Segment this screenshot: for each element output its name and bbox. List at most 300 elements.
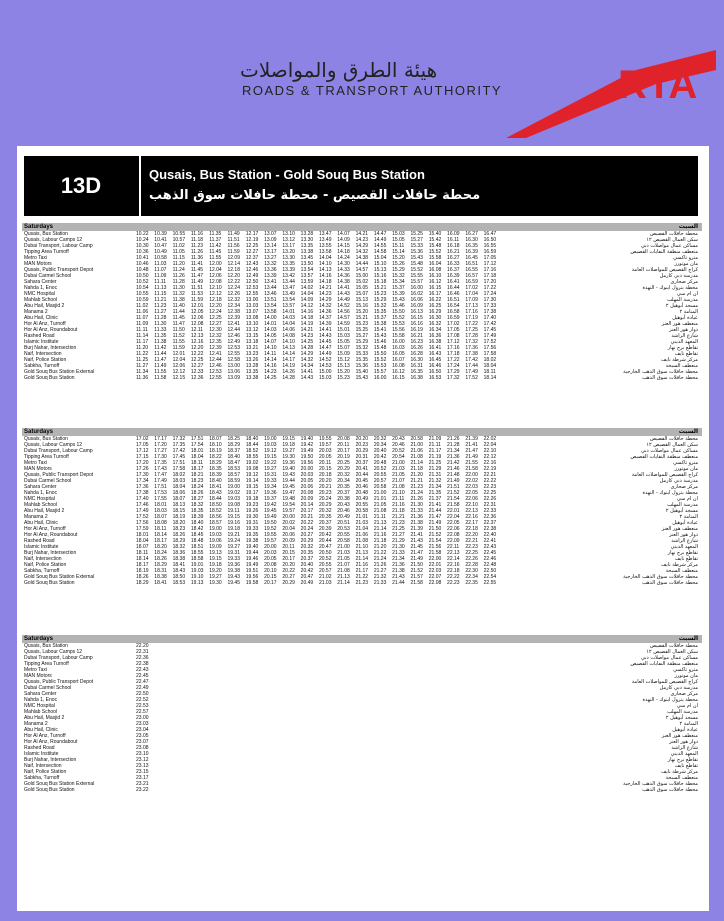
departure-time: 21.10: [392, 490, 405, 496]
departure-time: 18.40: [190, 520, 204, 526]
stop-name-arabic: منعطف هور العنز: [661, 321, 698, 327]
departure-time: 19.38: [245, 538, 259, 544]
departure-time: 18.56: [209, 514, 222, 520]
departure-time: 19.44: [282, 478, 295, 484]
stop-name-arabic: محطة بترول اينوك - النهدة: [642, 697, 698, 703]
departure-time: 18.22: [209, 454, 222, 460]
departure-time: 21.52: [447, 490, 460, 496]
departure-time: 21.51: [447, 484, 460, 490]
departure-time: 13.49: [282, 291, 295, 297]
departure-time: 13.55: [318, 243, 332, 249]
departure-time: 21.54: [447, 496, 460, 502]
departure-time: 21.32: [428, 478, 442, 484]
departure-time: 11.51: [227, 237, 240, 243]
stop-name-arabic: كراج القصيص للمواصلات العامة: [631, 472, 698, 478]
departure-time: 19.22: [264, 460, 277, 466]
departure-time: 16.32: [428, 321, 442, 327]
departure-time: 20.58: [355, 508, 369, 514]
departure-time: 21.01: [373, 496, 387, 502]
departure-time: 22.19: [483, 466, 497, 472]
timetable-section-2: [22, 428, 702, 586]
departure-time: 16.25: [428, 303, 442, 309]
stop-name: Sabkha, Turnoff: [24, 568, 60, 574]
departure-time: 18.26: [172, 532, 186, 538]
departure-time: 19.15: [264, 454, 277, 460]
departure-time: 18.29: [172, 538, 186, 544]
departure-time: 18.57: [209, 520, 222, 526]
departure-time: 20.29: [337, 466, 350, 472]
departure-time: 22.57: [136, 709, 149, 715]
departure-time: 20.23: [318, 490, 332, 496]
departure-time: 22.22: [483, 478, 497, 484]
departure-time: 19.45: [282, 484, 295, 490]
departure-time: 20.21: [318, 484, 332, 490]
departure-time: 15.37: [373, 315, 387, 321]
stop-name-arabic: محطة حافلات القصيص: [650, 436, 698, 442]
departure-time: 15.13: [373, 267, 387, 273]
departure-time: 21.27: [373, 568, 387, 574]
departure-time: 22.26: [465, 556, 478, 562]
departure-time: 13.14: [264, 243, 277, 249]
departure-time: 20.37: [355, 460, 369, 466]
departure-time: 21.58: [428, 550, 442, 556]
stop-name: Naif, Intersection: [24, 763, 62, 769]
departure-time: 15.16: [355, 303, 369, 309]
departure-time: 16.09: [447, 231, 460, 237]
departure-time: 22.26: [483, 496, 497, 502]
departure-time: 15.33: [355, 351, 369, 357]
departure-time: 15.53: [373, 363, 387, 369]
departure-time: 16.00: [373, 375, 387, 381]
departure-time: 15.33: [410, 243, 423, 249]
departure-time: 16.09: [410, 303, 423, 309]
departure-time: 13.30: [300, 237, 314, 243]
departure-time: 20.09: [300, 496, 314, 502]
departure-time: 13.00: [245, 297, 259, 303]
departure-time: 19.36: [264, 490, 277, 496]
departure-time: 17.40: [136, 496, 149, 502]
departure-time: 16.59: [483, 249, 497, 255]
departure-time: 21.44: [392, 580, 405, 586]
departure-time: 22.14: [447, 556, 460, 562]
departure-time: 14.56: [337, 309, 350, 315]
departure-time: 14.26: [282, 369, 295, 375]
departure-time: 13.17: [264, 249, 277, 255]
stop-name: Nahda 1, Enoc: [24, 285, 58, 291]
departure-time: 20.15: [282, 550, 295, 556]
stop-name-arabic: محطة حافلات سوق الذهب الخارجية: [623, 369, 698, 375]
departure-time: 11.11: [136, 327, 148, 333]
departure-time: 14.07: [264, 339, 277, 345]
stop-name: Tipping Area Turnoff: [24, 661, 69, 667]
departure-time: 13.54: [282, 297, 295, 303]
departure-time: 21.06: [410, 448, 423, 454]
stop-name: Naif, Police Station: [24, 562, 67, 568]
stop-name: Metro Taxi: [24, 460, 47, 466]
stop-name: Naif, Intersection: [24, 351, 62, 357]
header: [0, 0, 724, 143]
stop-name-arabic: ان ام سي: [676, 496, 698, 502]
stop-name-arabic: مدرسة المهلب: [667, 709, 698, 715]
departure-time: 22.36: [136, 655, 149, 661]
departure-time: 19.30: [245, 514, 259, 520]
departure-time: 18.32: [190, 502, 204, 508]
departure-time: 20.24: [300, 526, 314, 532]
departure-time: 22.55: [483, 580, 497, 586]
departure-time: 14.23: [264, 369, 277, 375]
departure-time: 17.59: [136, 526, 149, 532]
departure-time: 22.17: [465, 520, 478, 526]
departure-time: 15.57: [373, 369, 387, 375]
departure-time: 14.10: [318, 261, 332, 267]
departure-time: 18.44: [209, 496, 222, 502]
stop-name: Gold Souq Bus Station: [24, 375, 75, 381]
departure-time: 22.16: [447, 562, 460, 568]
departure-time: 19.57: [318, 442, 332, 448]
departure-time: 20.42: [373, 454, 387, 460]
departure-time: 22.21: [465, 538, 478, 544]
departure-time: 22.21: [483, 472, 497, 478]
departure-time: 18.42: [190, 526, 204, 532]
stop-name: Mahlab School: [24, 297, 58, 303]
departure-time: 11.47: [190, 273, 204, 279]
section-label: Saturdays: [24, 636, 54, 642]
departure-time: 11.26: [190, 249, 204, 255]
departure-time: 22.38: [136, 661, 149, 667]
departure-time: 20.15: [264, 574, 277, 580]
departure-time: 13.23: [245, 351, 259, 357]
departure-time: 21.22: [373, 550, 387, 556]
departure-time: 14.58: [373, 249, 387, 255]
departure-time: 19.20: [209, 568, 222, 574]
departure-time: 19.48: [282, 496, 295, 502]
departure-time: 22.01: [428, 562, 442, 568]
departure-time: 14.06: [282, 327, 295, 333]
departure-time: 21.56: [428, 544, 442, 550]
departure-time: 12.46: [245, 267, 259, 273]
departure-time: 21.05: [337, 556, 350, 562]
departure-time: 20.39: [318, 526, 332, 532]
departure-time: 22.04: [483, 442, 497, 448]
route-number: 13D: [60, 173, 102, 198]
departure-time: 15.32: [355, 345, 369, 351]
departure-time: 20.40: [373, 448, 387, 454]
departure-time: 14.57: [355, 267, 369, 273]
departure-time: 17.12: [447, 339, 460, 345]
departure-time: 21.02: [318, 574, 332, 580]
departure-time: 18.29: [154, 562, 167, 568]
stop-name-arabic: منعطف السبخة: [665, 775, 698, 781]
departure-time: 12.15: [172, 375, 186, 381]
departure-time: 15.23: [355, 321, 369, 327]
departure-time: 22.30: [465, 568, 478, 574]
departure-time: 22.40: [483, 532, 497, 538]
stop-name: Qusais, Public Transport Depot: [24, 472, 94, 478]
departure-time: 17.43: [154, 466, 167, 472]
departure-time: 15.52: [392, 315, 405, 321]
departure-time: 19.15: [245, 484, 259, 490]
stop-name-arabic: محطة حافلات سوق الذهب: [642, 787, 698, 793]
departure-time: 19.17: [245, 490, 259, 496]
departure-time: 14.01: [282, 309, 295, 315]
departure-time: 20.55: [373, 472, 387, 478]
departure-time: 21.52: [410, 568, 423, 574]
departure-time: 16.54: [447, 303, 460, 309]
departure-time: 15.01: [337, 327, 350, 333]
departure-time: 14.01: [264, 321, 277, 327]
departure-time: 17.47: [154, 472, 167, 478]
stop-name-arabic: مركز صحارى: [670, 691, 698, 697]
departure-time: 15.00: [355, 273, 369, 279]
departure-time: 15.04: [373, 255, 387, 261]
stop-name: Sabkha, Turnoff: [24, 363, 60, 369]
departure-time: 13.58: [318, 249, 332, 255]
departure-time: 20.52: [392, 448, 405, 454]
stop-name-arabic: سكن العمال القصيص ١٢: [646, 442, 698, 448]
departure-time: 15.20: [355, 309, 369, 315]
departure-time: 18.01: [190, 448, 204, 454]
departure-time: 13.30: [282, 255, 295, 261]
departure-time: 15.29: [392, 267, 405, 273]
departure-time: 15.56: [392, 327, 405, 333]
departure-time: 22.12: [483, 454, 497, 460]
departure-time: 21.42: [447, 460, 460, 466]
timetable-sheet: [17, 146, 709, 911]
departure-time: 11.24: [172, 267, 185, 273]
departure-time: 15.36: [355, 363, 369, 369]
stop-name-arabic: شارع الراشد: [671, 333, 698, 339]
departure-time: 10.46: [136, 261, 149, 267]
departure-time: 16.35: [410, 369, 423, 375]
departure-time: 20.24: [318, 496, 332, 502]
departure-time: 21.06: [355, 532, 369, 538]
departure-time: 22.18: [465, 526, 478, 532]
departure-time: 10.30: [136, 243, 149, 249]
departure-time: 11.25: [136, 357, 149, 363]
departure-time: 21.33: [373, 580, 387, 586]
departure-time: 14.47: [318, 345, 332, 351]
stop-name-arabic: دوار هور العنز: [669, 532, 698, 538]
stop-times: [136, 787, 154, 793]
departure-time: 18.53: [172, 580, 186, 586]
stop-name: Manama 2: [24, 514, 48, 520]
departure-time: 20.40: [300, 562, 314, 568]
departure-time: 20.46: [392, 442, 405, 448]
departure-time: 14.41: [318, 327, 332, 333]
departure-time: 16.55: [483, 243, 497, 249]
stop-name: Islamic Institute: [24, 751, 59, 757]
stop-name: Burj Nahar, Intersection: [24, 550, 77, 556]
departure-time: 18.52: [209, 508, 222, 514]
departure-time: 21.23: [410, 484, 423, 490]
departure-time: 11.26: [172, 273, 185, 279]
departure-time: 16.06: [410, 297, 423, 303]
stop-name-arabic: ان ام سي: [676, 703, 698, 709]
departure-time: 19.09: [209, 544, 222, 550]
departure-time: 22.05: [465, 490, 478, 496]
departure-time: 19.33: [245, 526, 259, 532]
departure-time: 19.01: [190, 562, 204, 568]
departure-time: 19.52: [264, 526, 277, 532]
departure-time: 22.23: [447, 580, 460, 586]
departure-time: 20.05: [318, 454, 332, 460]
departure-time: 13.17: [282, 243, 295, 249]
departure-time: 22.20: [465, 532, 478, 538]
departure-time: 18.07: [172, 496, 186, 502]
departure-time: 22.41: [483, 538, 497, 544]
departure-time: 15.25: [355, 327, 369, 333]
departure-time: 23.12: [136, 757, 149, 763]
departure-time: 17.52: [465, 375, 478, 381]
stop-name-arabic: محطة حافلات سوق الذهب: [642, 580, 698, 586]
stop-name: Dubai Transport, Labour Camp: [24, 448, 93, 454]
stop-name: Mahlab School: [24, 709, 58, 715]
departure-time: 18.50: [209, 502, 222, 508]
departure-time: 17.38: [483, 309, 497, 315]
departure-time: 19.18: [227, 526, 240, 532]
departure-time: 13.12: [282, 237, 295, 243]
departure-time: 17.16: [465, 309, 478, 315]
departure-time: 18.41: [154, 580, 167, 586]
departure-time: 12.19: [245, 237, 259, 243]
departure-time: 16.45: [428, 357, 442, 363]
departure-time: 20.06: [282, 532, 295, 538]
departure-time: 20.11: [282, 544, 295, 550]
departure-time: 22.52: [136, 697, 149, 703]
stop-name: NMC Hospital: [24, 291, 55, 297]
departure-time: 14.43: [318, 333, 332, 339]
departure-time: 21.43: [410, 538, 423, 544]
departure-time: 15.48: [428, 243, 442, 249]
departure-time: 22.08: [447, 532, 460, 538]
stop-name: Manama 2: [24, 309, 48, 315]
departure-time: 20.54: [392, 454, 405, 460]
departure-time: 18.02: [172, 472, 186, 478]
departure-time: 13.57: [282, 303, 295, 309]
departure-time: 14.30: [337, 261, 350, 267]
departure-time: 19.10: [190, 574, 204, 580]
departure-time: 20.37: [300, 556, 314, 562]
departure-time: 20.11: [318, 460, 332, 466]
departure-time: 14.17: [282, 357, 295, 363]
departure-time: 15.05: [337, 339, 350, 345]
section-label: Saturdays: [24, 224, 54, 230]
departure-time: 19.49: [245, 562, 259, 568]
stop-name: Qusais, Public Transport Depot: [24, 267, 94, 273]
departure-time: 18.21: [190, 472, 204, 478]
departure-time: 11.41: [190, 261, 204, 267]
stop-name: Burj Nahar, Intersection: [24, 757, 77, 763]
departure-time: 16.12: [428, 279, 442, 285]
departure-time: 12.18: [209, 297, 222, 303]
departure-time: 17.04: [465, 291, 478, 297]
departure-time: 22.01: [447, 508, 460, 514]
departure-time: 22.16: [465, 514, 478, 520]
stop-name: MAN Motors: [24, 673, 52, 679]
departure-time: 21.00: [410, 442, 423, 448]
departure-time: 18.20: [172, 520, 186, 526]
departure-time: 21.39: [410, 526, 423, 532]
departure-time: 11.35: [209, 231, 222, 237]
departure-time: 21.54: [428, 538, 442, 544]
departure-time: 20.55: [337, 532, 350, 538]
departure-time: 14.14: [282, 351, 295, 357]
departure-time: 19.38: [227, 568, 240, 574]
departure-time: 20.53: [337, 526, 350, 532]
departure-time: 17.30: [483, 297, 497, 303]
departure-time: 23.05: [136, 733, 149, 739]
departure-time: 11.27: [136, 363, 149, 369]
departure-time: 21.03: [392, 466, 405, 472]
departure-time: 16.39: [465, 249, 478, 255]
departure-time: 14.36: [337, 273, 350, 279]
departure-time: 14.23: [318, 291, 332, 297]
departure-time: 11.20: [136, 345, 149, 351]
departure-time: 17.25: [465, 327, 478, 333]
departure-time: 16.55: [465, 267, 478, 273]
departure-time: 12.44: [227, 327, 240, 333]
departure-time: 19.15: [282, 436, 295, 442]
departure-time: 17.13: [465, 303, 478, 309]
stop-name: Manama 2: [24, 721, 48, 727]
departure-time: 17.20: [136, 460, 149, 466]
departure-time: 20.22: [300, 520, 314, 526]
stop-row: [22, 580, 702, 586]
departure-time: 16.15: [410, 315, 423, 321]
stop-name: Gold Souq Bus Station External: [24, 781, 95, 787]
departure-time: 13.28: [245, 363, 259, 369]
departure-time: 21.50: [410, 562, 423, 568]
departure-time: 19.27: [282, 448, 295, 454]
departure-time: 12.18: [227, 267, 240, 273]
departure-time: 16.35: [465, 243, 478, 249]
departure-time: 15.21: [355, 315, 369, 321]
departure-time: 15.52: [373, 357, 387, 363]
departure-time: 12.46: [227, 333, 240, 339]
stop-name: Sabkha, Turnoff: [24, 775, 60, 781]
departure-time: 16.46: [447, 291, 460, 297]
departure-time: 21.36: [392, 562, 405, 568]
departure-time: 11.02: [136, 303, 149, 309]
departure-time: 17.22: [447, 357, 460, 363]
departure-time: 15.48: [410, 261, 423, 267]
departure-time: 16.31: [410, 363, 423, 369]
departure-time: 19.15: [227, 514, 240, 520]
departure-time: 12.53: [209, 369, 222, 375]
stop-name-arabic: محطة حافلات القصيص: [650, 643, 698, 649]
departure-time: 21.33: [410, 508, 423, 514]
departure-time: 16.18: [447, 243, 460, 249]
departure-time: 15.20: [392, 255, 405, 261]
departure-time: 15.13: [337, 363, 350, 369]
departure-time: 17.55: [154, 496, 167, 502]
departure-time: 13.03: [245, 303, 259, 309]
departure-time: 11.07: [136, 315, 149, 321]
stop-times: [136, 375, 502, 381]
departure-time: 17.30: [136, 472, 149, 478]
departure-time: 21.58: [410, 580, 423, 586]
departure-time: 16.03: [392, 345, 405, 351]
departure-time: 22.48: [483, 562, 497, 568]
departure-time: 15.43: [410, 255, 423, 261]
departure-time: 19.03: [209, 532, 222, 538]
departure-time: 20.09: [282, 538, 295, 544]
departure-time: 14.00: [264, 315, 277, 321]
departure-time: 15.29: [355, 339, 369, 345]
departure-time: 11.33: [154, 327, 167, 333]
departure-time: 18.11: [154, 526, 167, 532]
departure-time: 16.10: [428, 273, 442, 279]
